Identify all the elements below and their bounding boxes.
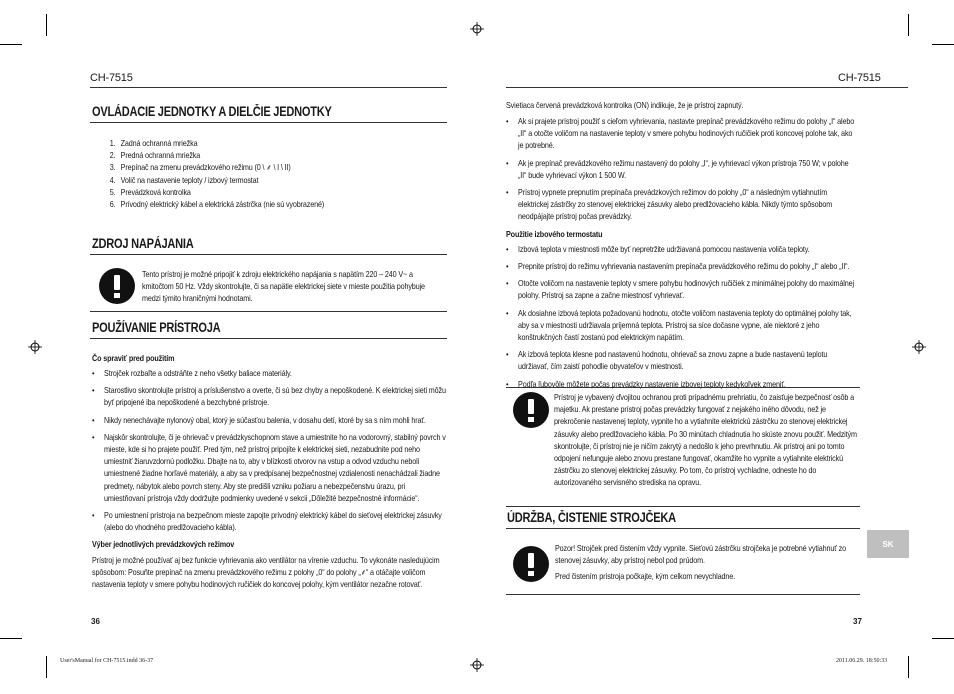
- list-item: • Strojček rozbaľte a odstráňte z neho všetky baliace materiály.: [92, 368, 292, 378]
- list-item: • Ak izbová teplota klesne pod nastavenú hodnotu, ohrievač sa znovu zapne a bude nastavenú teplotu udržiavať, čím zaistí pohodlie obyvateľov v miestnosti.: [506, 349, 828, 372]
- warning-icon: [513, 546, 549, 582]
- bullet-list: [506, 115, 859, 395]
- crop-mark: [46, 14, 47, 36]
- section-rule: [90, 338, 447, 339]
- subheading: Výber jednotlivých prevádzkových režimov: [92, 539, 235, 550]
- warning-icon: [99, 268, 135, 304]
- crop-mark: [908, 656, 909, 678]
- crop-mark: [932, 638, 954, 639]
- warning-text: Prístroj je vybavený ďvojitou ochranou proti prípadnému prehriatiu, čo zaisťuje bezpečnosť osôb a majetku. Ak prestane prístroj počas prevádzky fungovať z nejakého iného dôvodu, než je prekročenie nastavenej teploty, vypnite ho a vytiahnite elektrickú zástrčku zo stenovej elektrickej zásuvky alebo predlžovacieho kábla. Po 30 minútach chladnutia ho skúste znovu použiť. Medzitým skontrolujte, či prístroj nie je ničím zakrytý a nedošlo k jeho prevrhnutiu. Ak prístroj ani po tomto odpojení nefunguje alebo znovu prestane fungovať, okamžite ho vypnite a vytiahnite elektrickú zástrčku zo stenovej elektrickej zásuvky. Po tom, čo prístroj vychladne, odneste ho do autorizovaného servisného strediska na opravu.: [554, 392, 857, 488]
- list-item: • Ak si prajete prístroj použiť s cieľom vyhrievania, nastavte prepínač prevádzkového režimu do polohy „I“ alebo „II“ a otočte voličom na nastavenie teploty v smere pohybu hodinových ručičiek proti koncovej polohe tak, ako je potrebné.: [506, 116, 855, 151]
- paragraph: Prístroj je možné používať aj bez funkcie vyhrievania ako ventilátor na vírenie vzduchu. To vykonáte nasledujúcim spôsobom: Posuňte prepínač na zmenu prevádzkového režimu z polohy „0“ do polohy „⸙“ a otáčajte voličom nastavenia teploty v smere pohybu hodinových ručičiek do koncovej polohy, kým ventilátor nezačne rotovať.: [92, 554, 440, 590]
- list-item: • Prepnite prístroj do režimu vyhrievania nastavením prepínača prevádzkového režimu do polohy „I“ alebo „II“.: [506, 261, 850, 272]
- list-item: • Podľa ľubovôle môžete počas prevádzky nastavenie izbovej teploty kedykoľvek zmeniť.: [506, 378, 786, 389]
- list-item: 1. Zadná ochranná mriežka: [109, 138, 198, 148]
- header-rule: [506, 87, 908, 88]
- section-title: ÚDRŽBA, ČISTENIE STROJČEKA: [507, 510, 676, 525]
- crop-mark: [0, 638, 22, 639]
- list-item: • Ak je prepínač prevádzkového režimu nastavený do polohy „I“, je vyhrievací výkon prístroja 750 W; v polohe „II“ bude vyhrievací výkon 1 500 W.: [506, 157, 849, 180]
- registration-mark-icon: [28, 340, 42, 354]
- page-number: 36: [91, 617, 100, 626]
- section-title: OVLÁDACIE JEDNOTKY A DIELČIE JEDNOTKY: [92, 104, 332, 119]
- list-item: • Starostlivo skontrolujte prístroj a príslušenstvo a overte, či sú bez chyby a nepoškodené. K elektrickej sieti môžu byť pripojené iba nepoškodené a bezchybné prístroje.: [92, 385, 446, 408]
- registration-mark-icon: [470, 658, 484, 672]
- subheading: Čo spraviť pred použitím: [92, 353, 175, 363]
- footer-timestamp: 2011.06.29. 18:50:33: [836, 658, 888, 664]
- list-item: • Najskôr skontrolujte, či je ohrievač v prevádzkyschopnom stave a umiestnite ho na vodorovný, stabilný povrch v mieste, kde si ho prajete použiť. Pred tým, než prístroj pripojíte k elektrickej sieti, nezabudnite pod neho umiestniť žiaruvzdornú podložku. Dbajte na to, aby v blízkosti otvorov na vstup a odvod vzduchu neboli umiestnené žiadne horľavé materiály, a aby sa v predpísanej bezpečnostnej vzdialenosti nenachádzali žiadne predmety, nábytok alebo povrch steny. Aby ste predišli vzniku požiaru a nebezpečenstvu úrazu, pri umiestňovaní prístroja vždy dodržujte podmienky uvedené v sekcii „Dôležité bezpečnostné informácie“.: [92, 431, 446, 503]
- subheading: Použitie izbového termostatu: [506, 228, 603, 239]
- warning-text: Tento prístroj je možné pripojiť k zdroju elektrického napájania s napätím 220 – 240 V~ a kmitočtom 50 Hz. Vždy skontrolujte, či sa napätie elektrickej siete v mieste použitia pohybuje medzi týmito hraničnými hodnotami.: [142, 269, 425, 304]
- crop-mark: [0, 44, 22, 45]
- list-item: 2. Predná ochranná mriežka: [109, 150, 201, 161]
- bullet-list: [92, 367, 446, 590]
- section-title: ZDROJ NAPÁJANIA: [92, 236, 194, 251]
- section-rule: [90, 122, 447, 123]
- model-label: CH-7515: [838, 72, 881, 84]
- list-item: • Otočte voličom na nastavenie teploty v smere pohybu hodinových ručičiek z minimálnej polohy do maximálnej polohy. Prístroj sa zapne a začne miestnosť vyhrievať.: [506, 278, 854, 301]
- model-label: CH-7515: [90, 72, 133, 84]
- parts-list: [100, 137, 461, 210]
- list-item: • Ak dosiahne izbová teplota požadovanú hodnotu, otočte voličom nastavenia teploty do optimálnej polohy tak, aby sa v miestnosti udržiavala príjemná teplota. Prístroj sa síce dočasne vypne, ale niektoré z jeho konštrukčných častí zostanú pod elektrickým napätím.: [506, 307, 852, 343]
- registration-mark-icon: [470, 22, 484, 36]
- crop-mark: [932, 44, 954, 45]
- list-item: • Izbová teplota v miestnosti môže byť nepretržite udržiavaná pomocou nastavenia voliča teploty.: [506, 243, 810, 254]
- warning-icon: [513, 392, 549, 428]
- section-title: POUŽÍVANIE PRÍSTROJA: [92, 320, 221, 335]
- crop-mark: [908, 14, 909, 36]
- list-item: 6. Prívodný elektrický kábel a elektrická zástrčka (nie sú vyobrazené): [109, 199, 325, 210]
- intro-text: Svietiaca červená prevádzková kontrolka (ON) indikuje, že je prístroj zapnutý.: [506, 100, 744, 110]
- list-item: • Po umiestnení prístroja na bezpečnom mieste zapojte prívodný elektrický kábel do sieťovej elektrickej zásuvky (alebo do vhodného predlžovacieho kábla).: [92, 510, 442, 533]
- warning-text: Pozor! Strojček pred čistením vždy vypnite. Sieťovú zástrčku strojčeka je potrebné vytiahnuť zo stenovej zásuvky, aby prístroj nebol pod prúdom. Pred čistením prístroja počkajte, kým celkom nevychladne.: [555, 543, 846, 582]
- list-item: 3. Prepínač na zmenu prevádzkového režimu (0 \ ⸙ \ I \ II): [109, 162, 291, 173]
- registration-mark-icon: [912, 340, 926, 354]
- crop-mark: [46, 656, 47, 678]
- section-rule: [506, 528, 860, 529]
- language-tab: SK: [867, 530, 909, 558]
- list-item: 5. Prevádzková kontrolka: [109, 186, 191, 197]
- header-rule: [90, 87, 447, 88]
- page-number: 37: [853, 617, 862, 626]
- list-item: 4. Volič na nastavenie teploty / izbový termostat: [109, 174, 259, 185]
- list-item: • Nikdy nenechávajte nylonový obal, ktorý je súčasťou balenia, v dosahu detí, ktoré by sa s ním mohli hrať.: [92, 414, 426, 425]
- footer-file: User'sManual for CH-7515.indd 36-37: [60, 658, 154, 664]
- list-item: • Prístroj vypnete prepnutím prepínača prevádzkových režimov do polohy „0“ a následným vytiahnutím elektrickej zástrčky zo stenovej elektrickej zásuvky alebo predlžovacieho kábla. Nikdy týmto spôsobom neodpájajte prístroj počas prevádzky.: [506, 187, 833, 222]
